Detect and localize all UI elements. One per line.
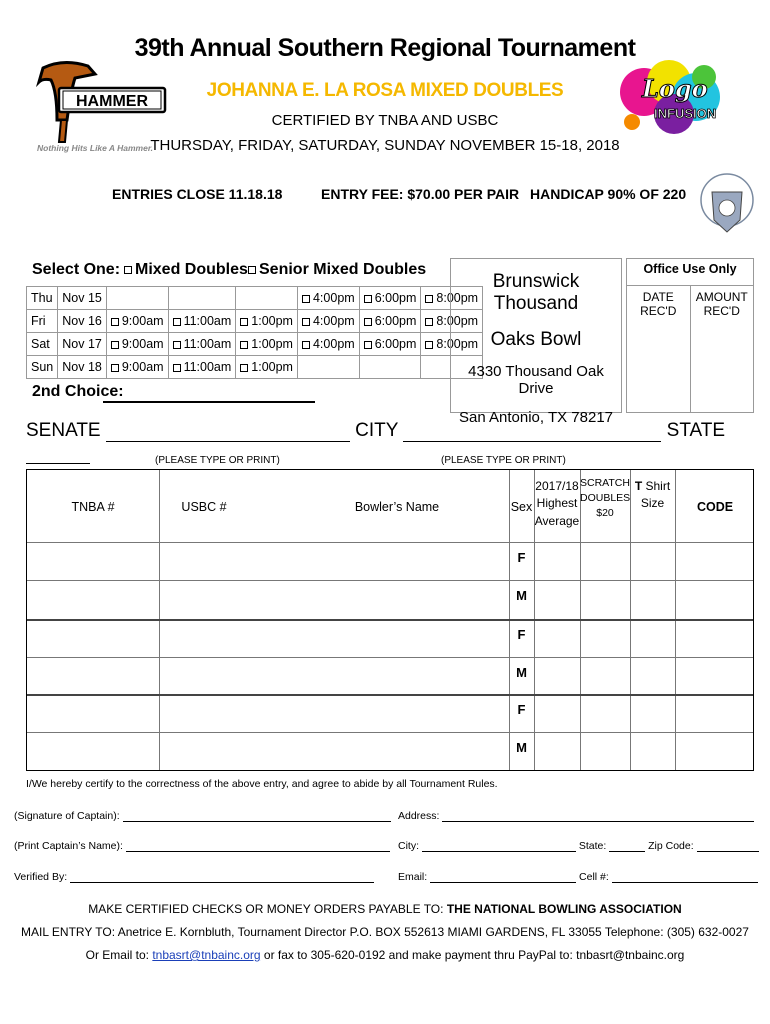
empty-slot: [359, 356, 421, 379]
venue-name-line1: Brunswick Thousand: [492, 271, 580, 314]
zip-input[interactable]: [697, 842, 759, 852]
email-link[interactable]: tnbasrt@tnbainc.org: [152, 948, 261, 962]
city-label: CITY: [355, 420, 399, 441]
venue-name-line2: Oaks Bowl: [490, 329, 582, 350]
time-slot-option[interactable]: 6:00pm: [359, 310, 421, 333]
print-name-field[interactable]: [126, 842, 390, 852]
option-senior-mixed-doubles[interactable]: Senior Mixed Doubles: [248, 261, 426, 279]
time-slot-option[interactable]: 9:00am: [106, 310, 168, 333]
email-line: Or Email to: tnbasrt@tnbainc.org or fax to 305-620-0192 and make payment thru PayPal to: tnbasrt@tnbainc.org: [85, 948, 685, 962]
schedule-table: [26, 286, 483, 379]
page-title: 39th Annual Southern Regional Tournament: [134, 34, 636, 62]
email-cell-row: Email: Cell #:: [398, 871, 758, 883]
svg-text:HAMMER: HAMMER: [76, 93, 148, 110]
sex-label: M: [516, 665, 527, 680]
schedule-row: [27, 287, 483, 310]
venue-box: [450, 258, 622, 426]
event-dates: THURSDAY, FRIDAY, SATURDAY, SUNDAY NOVEMBER 15-18, 2018: [150, 137, 620, 154]
schedule-date: Nov 18: [58, 356, 107, 379]
second-choice-field[interactable]: [103, 401, 315, 403]
city-state-zip-row: City: State: Zip Code:: [398, 840, 759, 852]
sex-label: F: [517, 550, 526, 565]
time-slot-option[interactable]: 1:00pm: [236, 310, 298, 333]
sex-label: F: [517, 702, 526, 717]
time-slot-option[interactable]: 11:00am: [168, 333, 236, 356]
checkbox-icon[interactable]: [248, 266, 256, 274]
checkbox-icon[interactable]: [111, 318, 119, 326]
office-use-box: [626, 258, 754, 413]
entry-fee: ENTRY FEE: $70.00 PER PAIR: [321, 186, 520, 202]
time-slot-option[interactable]: 6:00pm: [359, 287, 421, 310]
checkbox-icon[interactable]: [425, 318, 433, 326]
checkbox-icon[interactable]: [240, 318, 248, 326]
checkbox-icon[interactable]: [302, 341, 310, 349]
schedule-row: [27, 333, 483, 356]
select-one-label: Select One:: [32, 261, 121, 278]
checkbox-icon[interactable]: [240, 341, 248, 349]
date-received-col: DATE REC'D: [640, 290, 677, 318]
checkbox-icon[interactable]: [302, 318, 310, 326]
schedule-day: Sun: [27, 356, 58, 379]
city-input[interactable]: [422, 842, 576, 852]
empty-slot: [106, 287, 168, 310]
header-scratch-doubles: SCRATCH DOUBLES $20: [580, 477, 631, 520]
header-average: 2017/18 Highest Average: [534, 479, 580, 528]
hammer-tagline: Nothing Hits Like A Hammer.: [37, 143, 154, 153]
schedule-date: Nov 17: [58, 333, 107, 356]
sex-label: M: [516, 588, 527, 603]
time-slot-option[interactable]: 11:00am: [168, 356, 236, 379]
schedule-day: Fri: [27, 310, 58, 333]
state-label: STATE: [666, 420, 726, 441]
checkbox-icon[interactable]: [240, 364, 248, 372]
checkbox-icon[interactable]: [302, 295, 310, 303]
checkbox-icon[interactable]: [111, 341, 119, 349]
option-mixed-doubles[interactable]: Mixed Doubles: [124, 261, 248, 279]
time-slot-option[interactable]: 4:00pm: [297, 333, 359, 356]
svg-text:INFUSION: INFUSION: [654, 106, 717, 121]
time-slot-option[interactable]: 8:00pm: [421, 333, 483, 356]
time-slot-option[interactable]: 9:00am: [106, 356, 168, 379]
association-badge: [698, 170, 756, 242]
checkbox-icon[interactable]: [425, 295, 433, 303]
checkbox-icon[interactable]: [364, 318, 372, 326]
amount-received-col: AMOUNT REC'D: [690, 286, 754, 413]
address-field[interactable]: [442, 812, 754, 822]
checkbox-icon[interactable]: [364, 341, 372, 349]
city-field[interactable]: [403, 424, 661, 442]
time-slot-option[interactable]: 1:00pm: [236, 333, 298, 356]
time-slot-option[interactable]: 9:00am: [106, 333, 168, 356]
checkbox-icon[interactable]: [124, 266, 132, 274]
time-slot-option[interactable]: 8:00pm: [421, 287, 483, 310]
time-slot-option[interactable]: 8:00pm: [421, 310, 483, 333]
header-code: CODE: [696, 500, 734, 514]
senate-label: SENATE: [26, 420, 101, 441]
print-name-row: (Print Captain’s Name):: [14, 840, 390, 852]
checkbox-icon[interactable]: [173, 318, 181, 326]
empty-slot: [297, 356, 359, 379]
venue-street: 4330 Thousand Oak Drive: [468, 363, 604, 397]
state-input[interactable]: [609, 842, 645, 852]
time-slot-option[interactable]: 4:00pm: [297, 287, 359, 310]
header-bowler-name: Bowler’s Name: [354, 500, 440, 514]
senate-city-state-line: [26, 420, 770, 464]
cell-input[interactable]: [612, 873, 758, 883]
svg-text:Logo: Logo: [642, 74, 708, 103]
print-hint-2: (PLEASE TYPE OR PRINT): [441, 455, 566, 466]
payable-line: MAKE CERTIFIED CHECKS OR MONEY ORDERS PAYABLE TO: THE NATIONAL BOWLING ASSOCIATION: [88, 902, 682, 916]
signature-field[interactable]: [123, 812, 391, 822]
time-slot-option[interactable]: 6:00pm: [359, 333, 421, 356]
schedule-row: [27, 356, 483, 379]
second-choice-label: 2nd Choice:: [32, 383, 124, 400]
certification-statement: I/We hereby certify to the correctness of the above entry, and agree to abide by all Tournament Rules.: [26, 778, 498, 790]
hammer-logo: [33, 60, 168, 155]
schedule-day: Thu: [27, 287, 58, 310]
state-field[interactable]: [26, 446, 90, 464]
empty-slot: [168, 287, 236, 310]
checkbox-icon[interactable]: [173, 341, 181, 349]
senate-field[interactable]: [106, 424, 350, 442]
email-input[interactable]: [430, 873, 576, 883]
schedule-date: Nov 15: [58, 287, 107, 310]
header-usbc: USBC #: [181, 500, 227, 514]
signature-row: (Signature of Captain):: [14, 810, 391, 822]
header-tnba: TNBA #: [71, 500, 115, 514]
handicap-info: HANDICAP 90% OF 220: [530, 186, 687, 202]
header-sex: Sex: [510, 500, 533, 514]
print-hint-1: (PLEASE TYPE OR PRINT): [155, 455, 280, 466]
empty-slot: [236, 287, 298, 310]
certification-text: CERTIFIED BY TNBA AND USBC: [271, 112, 499, 129]
bowler-table: [26, 469, 754, 771]
logo-infusion: [614, 52, 724, 142]
checkbox-icon[interactable]: [111, 364, 119, 372]
time-slot-option[interactable]: 1:00pm: [236, 356, 298, 379]
office-use-title: Office Use Only: [643, 262, 737, 276]
address-row: Address:: [398, 810, 754, 822]
checkbox-icon[interactable]: [173, 364, 181, 372]
schedule-row: [27, 310, 483, 333]
sex-label: F: [517, 627, 526, 642]
checkbox-icon[interactable]: [425, 341, 433, 349]
sex-label: M: [516, 740, 527, 755]
verified-field[interactable]: [70, 873, 374, 883]
entries-close: ENTRIES CLOSE 11.18.18: [112, 186, 283, 202]
checkbox-icon[interactable]: [364, 295, 372, 303]
schedule-day: Sat: [27, 333, 58, 356]
header-tshirt-size: T Shirt Size: [634, 479, 671, 510]
mail-line: MAIL ENTRY TO: Anetrice E. Kornbluth, Tournament Director P.O. BOX 552613 MIAMI GARDENS, FL 33055 Telephone: (305) 632-0027: [21, 925, 749, 939]
schedule-date: Nov 16: [58, 310, 107, 333]
event-subtitle: JOHANNA E. LA ROSA MIXED DOUBLES: [206, 80, 564, 101]
time-slot-option[interactable]: 11:00am: [168, 310, 236, 333]
time-slot-option[interactable]: 4:00pm: [297, 310, 359, 333]
verified-row: Verified By:: [14, 871, 374, 883]
venue-city: San Antonio, TX 78217: [458, 409, 613, 426]
